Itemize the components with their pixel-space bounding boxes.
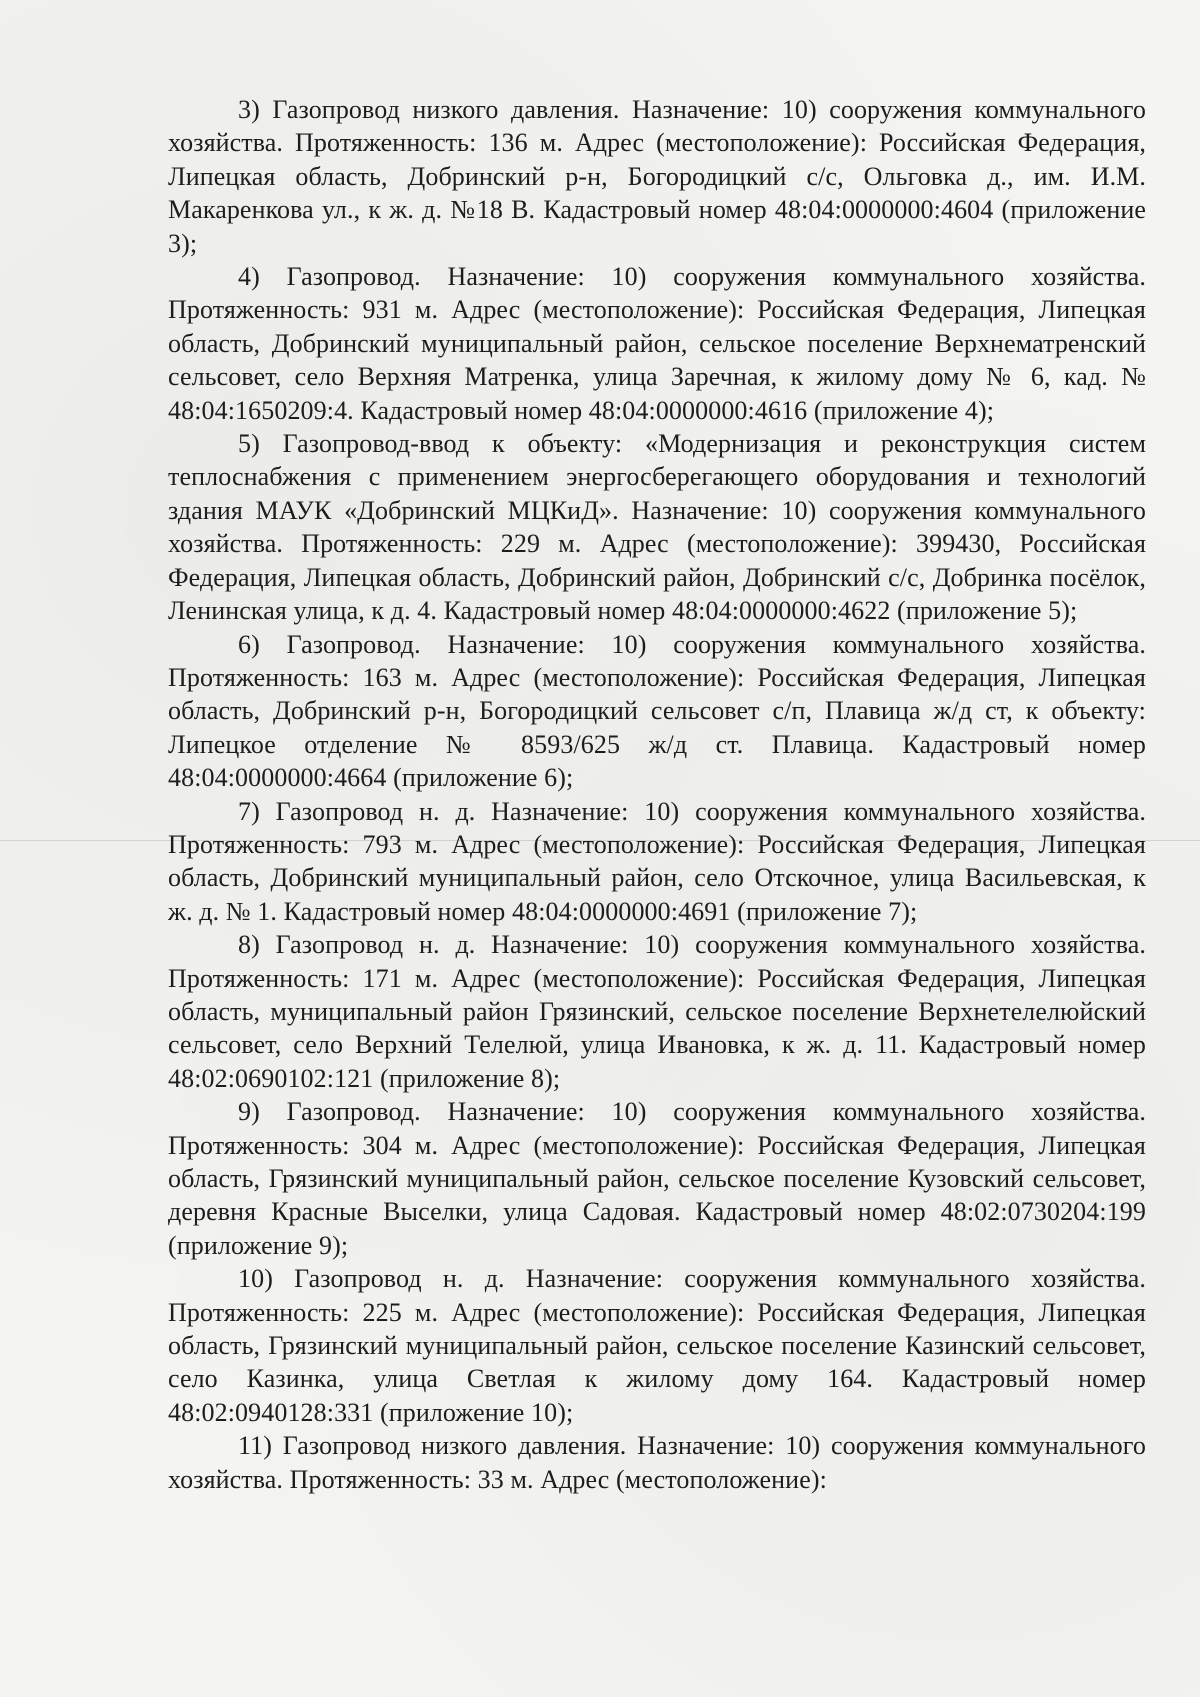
- document-body: [168, 93, 1146, 1496]
- list-item-11: 11) Газопровод низкого давления. Назначение: 10) сооружения коммунального хозяйства. Протяженность: 33 м. Адрес (местоположение):: [168, 1431, 1146, 1494]
- list-item-9: 9) Газопровод. Назначение: 10) сооружения коммунального хозяйства. Протяженность: 304 м. Адрес (местоположение): Российская Федерация, Липецкая область, Грязинский муниципальный район, сельское поселение Кузовский сельсовет, деревня Красные Выселки, улица Садовая. Кадастровый номер 48:02:0730204:199 (приложение 9);: [168, 1097, 1146, 1260]
- list-item-6: 6) Газопровод. Назначение: 10) сооружения коммунального хозяйства. Протяженность: 163 м. Адрес (местоположение): Российская Федерация, Липецкая область, Добринский р-н, Богородицкий сельсовет с/п, Плавица ж/д ст, к объекту: Липецкое отделение № 8593/625 ж/д ст. Плавица. Кадастровый номер 48:04:0000000:4664 (приложение 6);: [168, 629, 1146, 793]
- list-item-8: 8) Газопровод н. д. Назначение: 10) сооружения коммунального хозяйства. Протяженность: 171 м. Адрес (местоположение): Российская Федерация, Липецкая область, муниципальный район Грязинский, сельское поселение Верхнетелелюйский сельсовет, село Верхний Телелюй, улица Ивановка, к ж. д. 11. Кадастровый номер 48:02:0690102:121 (приложение 8);: [168, 930, 1146, 1093]
- list-item-7: 7) Газопровод н. д. Назначение: 10) сооружения коммунального хозяйства. Протяженность: 793 м. Адрес (местоположение): Российская Федерация, Липецкая область, Добринский муниципальный район, село Отскочное, улица Васильевская, к ж. д. № 1. Кадастровый номер 48:04:0000000:4691 (приложение 7);: [168, 796, 1146, 926]
- list-item-4: 4) Газопровод. Назначение: 10) сооружения коммунального хозяйства. Протяженность: 931 м. Адрес (местоположение): Российская Федерация, Липецкая область, Добринский муниципальный район, сельское поселение Верхнематренский сельсовет, село Верхняя Матренка, улица Заречная, к жилому дому № 6, кад. № 48:04:1650209:4. Кадастровый номер 48:04:0000000:4616 (приложение 4);: [168, 262, 1146, 425]
- list-item-3: 3) Газопровод низкого давления. Назначение: 10) сооружения коммунального хозяйства. Протяженность: 136 м. Адрес (местоположение): Российская Федерация, Липецкая область, Добринский р-н, Богородицкий с/с, Ольговка д., им. И.М. Макаренкова ул., к ж. д. №18 В. Кадастровый номер 48:04:0000000:4604 (приложение 3);: [168, 95, 1146, 258]
- list-item-10: 10) Газопровод н. д. Назначение: сооружения коммунального хозяйства. Протяженность: 225 м. Адрес (местоположение): Российская Федерация, Липецкая область, Грязинский муниципальный район, сельское поселение Казинский сельсовет, село Казинка, улица Светлая к жилому дому 164. Кадастровый номер 48:02:0940128:331 (приложение 10);: [168, 1264, 1146, 1427]
- list-item-5: 5) Газопровод-ввод к объекту: «Модернизация и реконструкция систем теплоснабжения с применением энергосберегающего оборудования и технологий здания МАУК «Добринский МЦКиД». Назначение: 10) сооружения коммунального хозяйства. Протяженность: 229 м. Адрес (местоположение): 399430, Российская Федерация, Липецкая область, Добринский район, Добринский с/с, Добринка посёлок, Ленинская улица, к д. 4. Кадастровый номер 48:04:0000000:4622 (приложение 5);: [168, 429, 1146, 626]
